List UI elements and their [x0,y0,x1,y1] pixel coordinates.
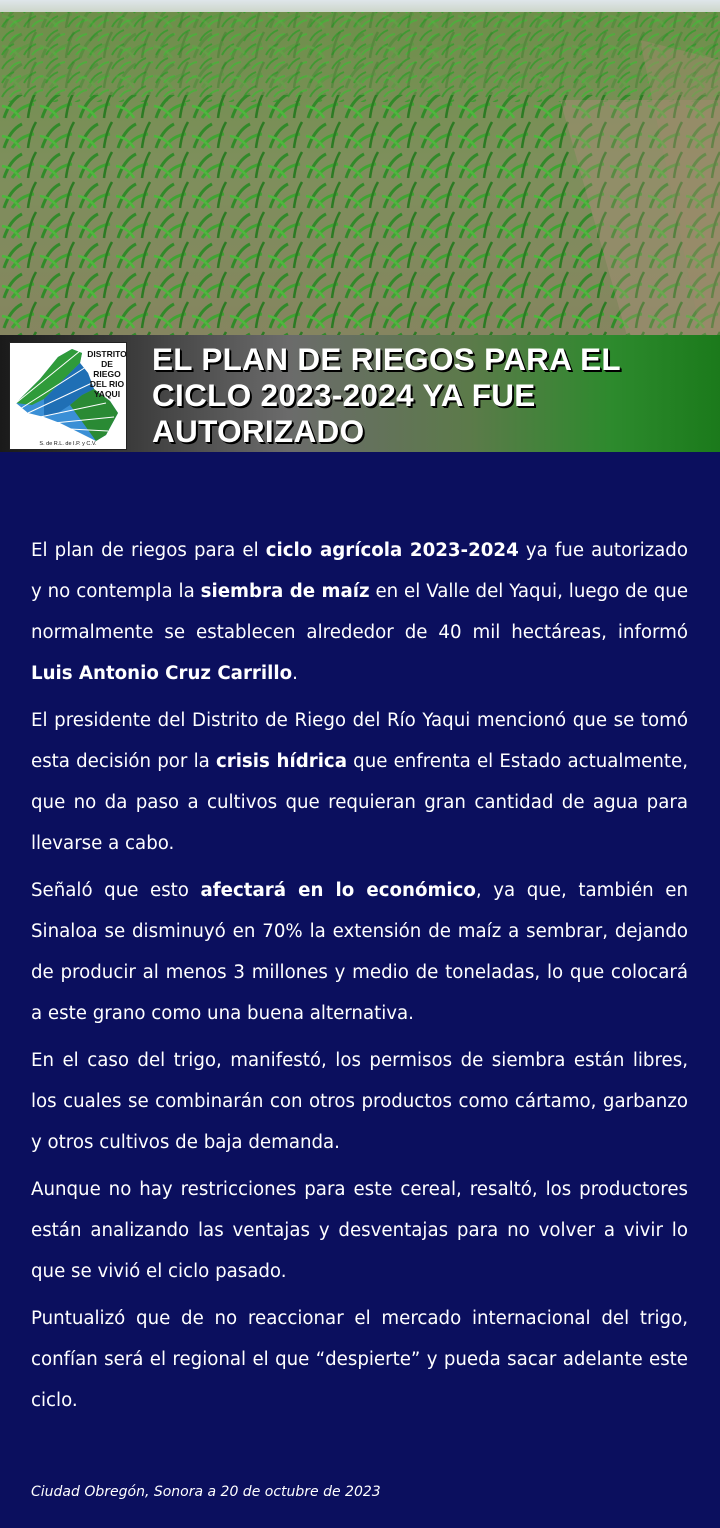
logo-line: DEL RIO [89,379,125,389]
emphasized-text: ciclo agrícola 2023-2024 [265,540,519,561]
article-paragraph [31,1169,688,1292]
paragraph-text: Puntualizó que de no reaccionar el mercado internacional del trigo, confían será el regional el que “despierte” y pueda sacar adelante este ciclo. [31,1308,688,1411]
paragraph-text: . [292,663,298,684]
paragraph-text: Señaló que esto [31,880,201,901]
logo-line: DE RIEGO [93,359,121,379]
logo-wordmark [87,349,127,399]
headline-line: CICLO 2023-2024 YA FUE [152,377,536,413]
paragraph-text: , ya que, también en Sinaloa se disminuyó en 70% la extensión de maíz a sembrar, dejando de producir al menos 3 millones y medio de toneladas, lo que colocará a este grano como una buena alternativa. [31,880,688,1024]
logo-line: YAQUI [93,389,121,399]
article-paragraph [31,700,688,864]
paragraph-text: El presidente del Distrito de Riego del Río Yaqui mencionó que se tomó esta decisión por la [31,710,688,772]
article-paragraph [31,870,688,1034]
emphasized-text: siembra de maíz [200,581,370,602]
paragraph-text: El plan de riegos para el [31,540,266,561]
logo-line: DISTRITO [87,349,127,359]
headline-line: EL PLAN DE RIEGOS PARA EL [152,341,621,377]
article-paragraph [31,530,688,694]
logo-footer: S. de R.L. de I.P. y C.V. [39,441,97,447]
article-paragraph [31,1298,688,1421]
paragraph-text: En el caso del trigo, manifestó, los permisos de siembra están libres, los cuales se combinarán con otros productos como cártamo, garbanzo y otros cultivos de baja demanda. [31,1050,688,1153]
headline [152,341,712,449]
paragraph-text: que enfrenta el Estado actualmente, que no da paso a cultivos que requieran gran cantidad de agua para llevarse a cabo. [31,751,688,854]
emphasized-text: afectará en lo económico [200,880,476,901]
distrito-riego-logo [9,342,127,450]
article-paragraph [31,1040,688,1163]
article-body [31,530,688,1427]
emphasized-text: Luis Antonio Cruz Carrillo [31,663,293,684]
emphasized-text: crisis hídrica [215,751,347,772]
paragraph-text: ya fue autorizado y no contempla la [31,540,688,602]
paragraph-text: en el Valle del Yaqui, luego de que normalmente se establecen alrededor de 40 mil hectáreas, informó [31,581,689,643]
dateline: Ciudad Obregón, Sonora a 20 de octubre de 2023 [31,1484,381,1500]
headline-line: AUTORIZADO [152,413,365,449]
paragraph-text: Aunque no hay restricciones para este cereal, resaltó, los productores están analizando las ventajas y desventajas para no volver a vivir lo que se vivió el ciclo pasado. [31,1179,688,1282]
